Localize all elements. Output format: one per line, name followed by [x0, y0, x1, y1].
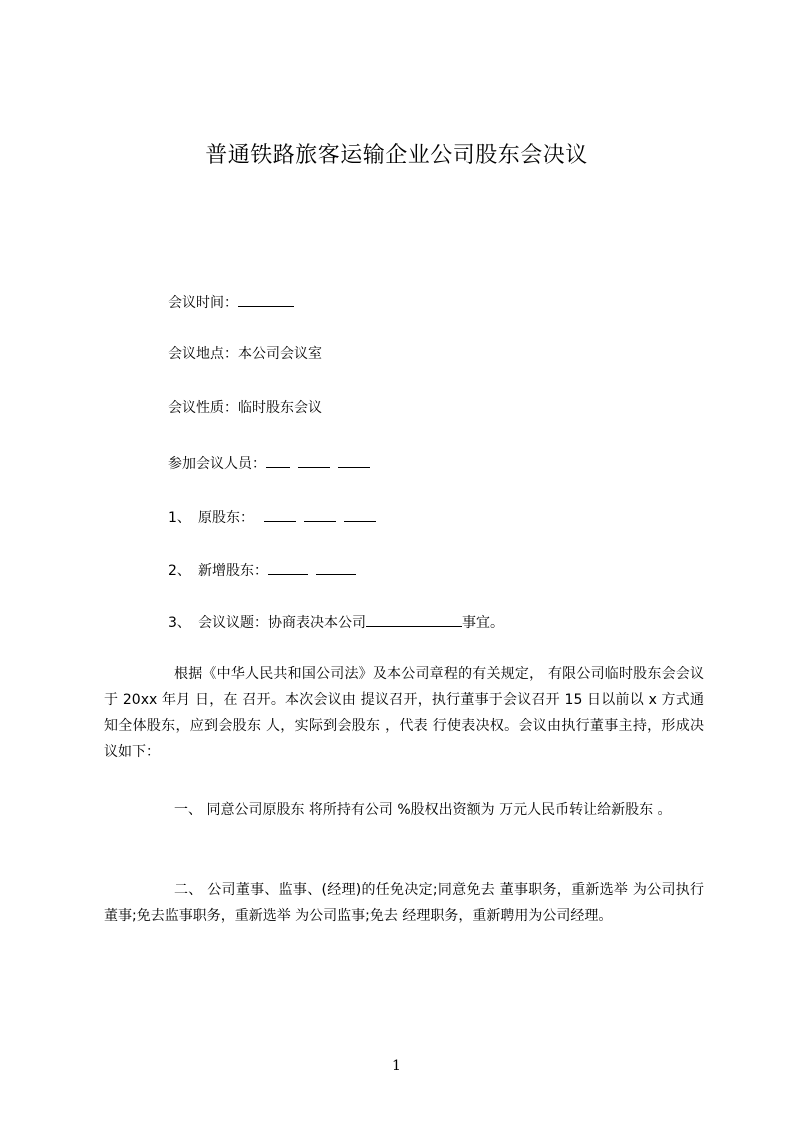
- list-item-number: 2、: [168, 563, 191, 579]
- meeting-location-field: [168, 344, 322, 364]
- meeting-time-label: 会议时间：: [168, 295, 238, 311]
- meeting-location-label: 会议地点：: [168, 346, 238, 362]
- meeting-nature-field: [168, 398, 322, 418]
- topic-blank: [366, 612, 462, 627]
- new-shareholder-blank: [268, 560, 308, 575]
- page-number: 1: [392, 1058, 401, 1074]
- new-shareholder-blank: [316, 560, 356, 575]
- shareholder-blank: [304, 507, 336, 522]
- meeting-time-field: [168, 292, 302, 313]
- shareholder-blank: [264, 507, 296, 522]
- intro-paragraph: 根据《中华人民共和国公司法》及本公司章程的有关规定， 有限公司临时股东会会议于 20xx 年月 日，在 召开。本次会议由 提议召开，执行董事于会议召开 15 日以前以 x 方式通知全体股东，应到会股东 人，实际到会股东 ，代表 行使表决权。会议由执行董事主持，形成决议如下：: [104, 666, 704, 760]
- meeting-nature-value: 临时股东会议: [238, 400, 322, 416]
- list-item: [168, 560, 364, 581]
- list-item-number: 1、: [168, 510, 191, 526]
- list-item: [168, 612, 504, 633]
- list-item: [168, 507, 384, 528]
- list-item-number: 3、: [168, 615, 191, 631]
- resolution-paragraph: 二、 公司董事、监事、(经理)的任免决定;同意免去 董事职务，重新选举 为公司执行董事;免去监事职务，重新选举 为公司监事;免去 经理职务，重新聘用为公司经理。: [104, 882, 704, 924]
- list-item-label: 新增股东：: [198, 563, 268, 579]
- list-item-label: 会议议题：协商表决本公司: [198, 615, 366, 631]
- document-title: 普通铁路旅客运输企业公司股东会决议: [205, 143, 588, 168]
- list-item-suffix: 事宜。: [462, 615, 504, 631]
- meeting-location-value: 本公司会议室: [238, 346, 322, 362]
- resolution-paragraph: 一、 同意公司原股东 将所持有公司 %股权出资额为 万元人民币转让给新股东 。: [174, 802, 672, 818]
- attendee-blank: [266, 453, 290, 468]
- meeting-nature-label: 会议性质：: [168, 400, 238, 416]
- attendee-blank: [298, 453, 330, 468]
- meeting-time-blank: [238, 292, 294, 307]
- list-item-label: 原股东：: [198, 510, 254, 526]
- attendees-field: [168, 453, 378, 474]
- attendee-blank: [338, 453, 370, 468]
- shareholder-blank: [344, 507, 376, 522]
- attendees-label: 参加会议人员：: [168, 456, 266, 472]
